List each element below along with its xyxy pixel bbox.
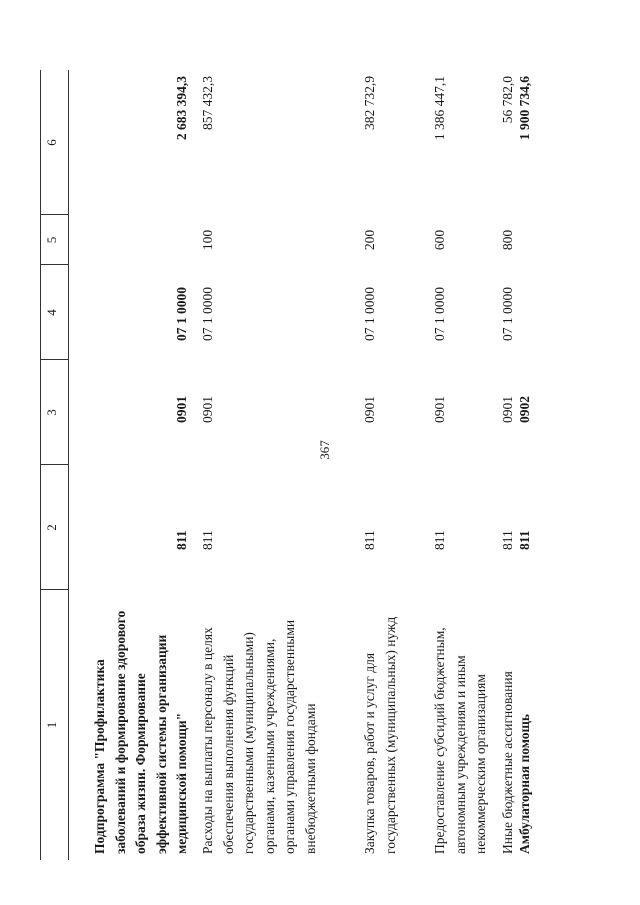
row-col-5: 200 [362,229,377,251]
row-col-3: 0901 [174,396,189,423]
row-col-6: 382 732,9 [362,76,377,130]
budget-table [40,70,600,860]
header-col-1: 1 [44,721,59,729]
row-col-5: 800 [500,229,515,251]
row-col-5: 600 [432,229,447,251]
row-name: Предоставление субсидий бюджетным, автономным учреждениям и иным некоммерческим организациям [432,627,488,854]
row-name: Расходы на выплаты персоналу в целях обеспечения выполнения функций государственными (муниципальными) органами, казенными учреждениями, органами управления государственными внебюджетными фондами [200,619,318,854]
row-col-6: 2 683 394,3 [174,76,189,141]
row-col-3: 0901 [500,396,515,423]
header-col-3: 3 [44,409,59,416]
row-col-2: 811 [432,530,447,550]
row-col-4: 07 1 0000 [500,287,515,341]
header-bottom-border [68,70,69,860]
header-col-2: 2 [44,524,59,531]
row-col-2: 811 [200,530,215,550]
row-name: Подпрограмма "Профилактика заболеваний и формирование здорового образа жизни. Формирование эффективной системы организации медицинской помощи" [92,610,189,854]
header-col-6: 6 [44,139,59,146]
row-col-6: 1 900 734,6 [517,76,532,141]
row-col-4: 07 1 0000 [432,287,447,341]
row-name: Амбулаторная помощь [517,713,532,854]
row-col-4: 07 1 0000 [362,287,377,341]
page-number: 367 [317,440,332,460]
row-col-4: 07 1 0000 [174,287,189,341]
row-col-6: 857 432,3 [200,76,215,130]
row-col-2: 811 [362,530,377,550]
row-col-6: 56 782,0 [500,76,515,124]
row-col-2: 811 [500,530,515,550]
row-col-3: 0901 [362,396,377,423]
table-top-border [40,70,41,860]
row-name: Иные бюджетные ассигнования [500,671,515,854]
row-col-6: 1 386 447,1 [432,76,447,141]
row-col-3: 0901 [200,396,215,423]
row-col-4: 07 1 0000 [200,287,215,341]
row-name: Закупка товаров, работ и услуг для государственных (муниципальных) нужд [362,616,398,854]
row-col-3: 0902 [517,396,532,423]
row-col-2: 811 [174,530,189,550]
header-col-5: 5 [44,236,59,244]
header-col-4: 4 [44,309,59,316]
row-col-5: 100 [200,229,215,251]
row-col-2: 811 [517,530,532,550]
row-col-3: 0901 [432,396,447,423]
